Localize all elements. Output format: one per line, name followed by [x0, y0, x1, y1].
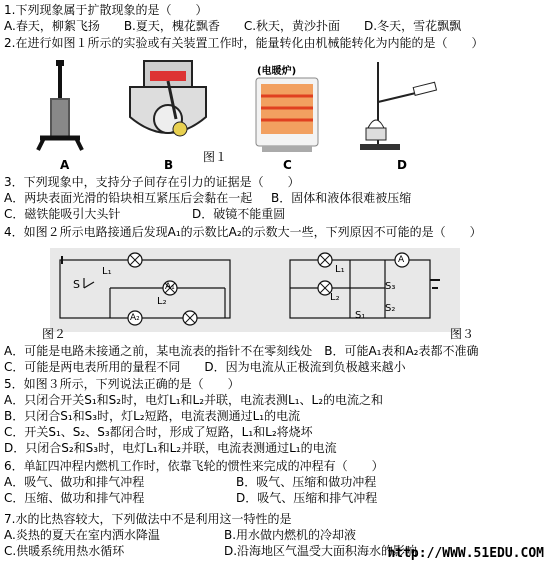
fig3-label-l1: L₁: [335, 264, 345, 275]
watermark: http://WWW.51EDU.COM: [387, 546, 544, 561]
q1-options: A.春天，柳絮飞扬 B.夏天，槐花飘香 C.秋天，黄沙扑面 D.冬天，雪花飘飘: [4, 19, 462, 33]
q3-stem: 3．下列现象中，支持分子间存在引力的证据是（ ）: [4, 175, 300, 189]
q4-opt-cd: C．可能是两电表所用的量程不同 D．因为电流从正极流到负极越来越小: [4, 360, 406, 374]
q7-opt-b: B.用水做内燃机的冷却液: [224, 528, 357, 542]
q4-opt-ab: A．可能是电路未接通之前，某电流表的指针不在零刻线处 B．可能A₁表和A₂表都不准确: [4, 344, 479, 358]
q7-opt-d: D.沿海地区气温受大面积海水的影响: [224, 544, 418, 558]
q5-stem: 5．如图３所示，下列说法正确的是（ ）: [4, 377, 240, 391]
q3-opt-b: B．固体和液体很难被压缩: [271, 191, 412, 205]
fig1-label-a: A: [60, 158, 70, 172]
heater-label: (电暖炉): [257, 66, 297, 77]
q6-opt-b: B．吸气、压缩和做功冲程: [236, 475, 377, 489]
q1-stem: 1.下列现象属于扩散现象的是（ ）: [4, 3, 208, 17]
fig3-label-s1: S₁: [355, 310, 366, 321]
fig1-label-b: B: [164, 158, 174, 172]
q7-opt-a: A.炎热的夏天在室内洒水降温: [4, 528, 160, 542]
fig3-caption: 图３: [450, 327, 475, 341]
q6-opt-d: D．吸气、压缩和排气冲程: [236, 491, 378, 505]
q6-opt-c: C．压缩、做功和排气冲程: [4, 491, 145, 505]
figure-d-test-tube-heating: [350, 58, 440, 153]
fig2-label-s: S: [73, 278, 80, 291]
fig3-label-a: A: [398, 255, 405, 265]
q2-stem: 2.在进行如图１所示的实验或有关装置工作时，能量转化由机械能转化为内能的是（ ）: [4, 36, 484, 50]
fig2-label-l2: L₂: [157, 296, 167, 307]
fig1-caption: 图１: [203, 150, 228, 164]
q7-opt-c: C.供暖系统用热水循环: [4, 544, 125, 558]
q7-stem: 7.水的比热容较大，下列做法中不是利用这一特性的是: [4, 512, 292, 526]
fig2-label-a1: A₁: [165, 282, 175, 292]
q6-stem: 6．单缸四冲程内燃机工作时，依靠飞轮的惯性来完成的冲程有（ ）: [4, 459, 384, 473]
figure-a-piston-apparatus: [30, 58, 90, 153]
fig2-label-l1: L₁: [102, 266, 112, 277]
fig3-label-s3: S₃: [385, 281, 396, 292]
q5-opt-c: C．开关S₁、S₂、S₃都闭合时，形成了短路，L₁和L₂将烧坏: [4, 425, 313, 439]
fig1-label-d: D: [397, 158, 407, 172]
q5-opt-a: A．只闭合开关S₁和S₂时，电灯L₁和L₂并联，电流表测L₁、L₂的电流之和: [4, 393, 384, 407]
q5-opt-d: D．只闭合S₂和S₃时，电灯L₁和L₂并联，电流表测通过L₁的电流: [4, 441, 337, 455]
fig1-label-c: C: [283, 158, 292, 172]
q4-stem: 4．如图２所示电路接通后发现A₁的示数比A₂的示数大一些，下列原因不可能的是（ ）: [4, 225, 482, 239]
fig3-label-l2: L₂: [330, 292, 340, 303]
q3-opt-c: C．磁铁能吸引大头针: [4, 207, 121, 221]
fig2-label-a2: A₂: [130, 313, 140, 323]
q5-opt-b: B．只闭合S₁和S₃时，灯L₂短路，电流表测通过L₁的电流: [4, 409, 301, 423]
q6-opt-a: A．吸气、做功和排气冲程: [4, 475, 145, 489]
q3-opt-d: D．破镜不能重圆: [192, 207, 286, 221]
figure-b-engine-cylinder: [122, 57, 214, 149]
fig2-caption: 图２: [42, 327, 67, 341]
fig3-label-s2: S₂: [385, 303, 396, 314]
q3-opt-a: A．两块表面光滑的铅块相互紧压后会黏在一起: [4, 191, 253, 205]
